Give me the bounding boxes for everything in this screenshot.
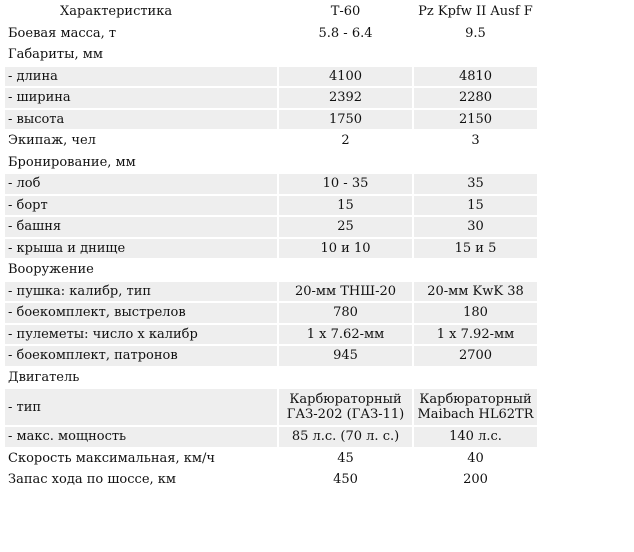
value-tank2: 2150: [414, 110, 537, 130]
value-tank1: 2: [279, 131, 412, 151]
value-tank1: [279, 153, 412, 173]
row-label: - боекомплект, выстрелов: [5, 303, 277, 323]
table-header-row: [5, 2, 537, 22]
table-row: [5, 88, 537, 108]
value-tank1: 4100: [279, 67, 412, 87]
row-label: Габариты, мм: [5, 45, 277, 65]
table-row: [5, 45, 537, 65]
table-row: [5, 239, 537, 259]
value-tank2: 200: [414, 470, 537, 490]
table-row: [5, 217, 537, 237]
value-tank2: 3: [414, 131, 537, 151]
table-row: [5, 303, 537, 323]
table-row: [5, 325, 537, 345]
row-label: - тип: [5, 389, 277, 425]
row-label: Бронирование, мм: [5, 153, 277, 173]
table-row: [5, 282, 537, 302]
table-row: [5, 24, 537, 44]
row-label: - ширина: [5, 88, 277, 108]
value-tank1: 25: [279, 217, 412, 237]
value-tank1: 10 - 35: [279, 174, 412, 194]
table-row: [5, 389, 537, 425]
table-row: [5, 67, 537, 87]
header-tank1: Т-60: [279, 2, 412, 22]
row-label: - макс. мощность: [5, 427, 277, 447]
row-label: - борт: [5, 196, 277, 216]
value-tank1-line: ГАЗ-202 (ГАЗ-11): [286, 407, 405, 422]
value-tank2: 20-мм KwK 38: [414, 282, 537, 302]
value-tank1: 20-мм ТНШ-20: [279, 282, 412, 302]
value-tank2: [414, 368, 537, 388]
header-characteristic: Характеристика: [5, 2, 277, 22]
row-label: - крыша и днище: [5, 239, 277, 259]
value-tank2: 180: [414, 303, 537, 323]
value-tank2-line: Карбюраторный: [419, 392, 532, 407]
table-row: [5, 110, 537, 130]
value-tank2: [414, 45, 537, 65]
value-tank2: 2700: [414, 346, 537, 366]
row-label: - длина: [5, 67, 277, 87]
value-tank1: 1 x 7.62-мм: [279, 325, 412, 345]
row-label: - пулеметы: число x калибр: [5, 325, 277, 345]
row-label: - лоб: [5, 174, 277, 194]
row-label: Боевая масса, т: [5, 24, 277, 44]
value-tank2: [414, 153, 537, 173]
row-label: - высота: [5, 110, 277, 130]
value-tank1: 45: [279, 449, 412, 469]
value-tank1: [279, 389, 412, 425]
table-row: [5, 368, 537, 388]
row-label: Экипаж, чел: [5, 131, 277, 151]
row-label: - башня: [5, 217, 277, 237]
value-tank1-line: Карбюраторный: [289, 392, 402, 407]
value-tank2: 15: [414, 196, 537, 216]
row-label: Запас хода по шоссе, км: [5, 470, 277, 490]
value-tank1: 2392: [279, 88, 412, 108]
value-tank1: 1750: [279, 110, 412, 130]
comparison-table: [3, 0, 539, 492]
table-row: [5, 260, 537, 280]
value-tank1: 780: [279, 303, 412, 323]
value-tank2: [414, 389, 537, 425]
value-tank2: 15 и 5: [414, 239, 537, 259]
value-tank2: 4810: [414, 67, 537, 87]
value-tank2-line: Maibach HL62TR: [417, 407, 534, 422]
table-row: [5, 131, 537, 151]
table-row: [5, 427, 537, 447]
value-tank2: 30: [414, 217, 537, 237]
value-tank2: 40: [414, 449, 537, 469]
table-row: [5, 449, 537, 469]
row-label: - боекомплект, патронов: [5, 346, 277, 366]
value-tank1: [279, 368, 412, 388]
value-tank2: 2280: [414, 88, 537, 108]
header-tank2: Pz Kpfw II Ausf F: [414, 2, 537, 22]
table-row: [5, 153, 537, 173]
value-tank2: 1 x 7.92-мм: [414, 325, 537, 345]
value-tank1: 85 л.с. (70 л. с.): [279, 427, 412, 447]
value-tank1: [279, 260, 412, 280]
row-label: - пушка: калибр, тип: [5, 282, 277, 302]
value-tank2: [414, 260, 537, 280]
row-label: Двигатель: [5, 368, 277, 388]
value-tank1: 5.8 - 6.4: [279, 24, 412, 44]
table-row: [5, 470, 537, 490]
value-tank1: 10 и 10: [279, 239, 412, 259]
row-label: Вооружение: [5, 260, 277, 280]
value-tank1: 15: [279, 196, 412, 216]
value-tank1: [279, 45, 412, 65]
value-tank1: 450: [279, 470, 412, 490]
value-tank2: 140 л.с.: [414, 427, 537, 447]
table-row: [5, 196, 537, 216]
value-tank2: 35: [414, 174, 537, 194]
row-label: Скорость максимальная, км/ч: [5, 449, 277, 469]
value-tank1: 945: [279, 346, 412, 366]
value-tank2: 9.5: [414, 24, 537, 44]
table-row: [5, 346, 537, 366]
table-row: [5, 174, 537, 194]
